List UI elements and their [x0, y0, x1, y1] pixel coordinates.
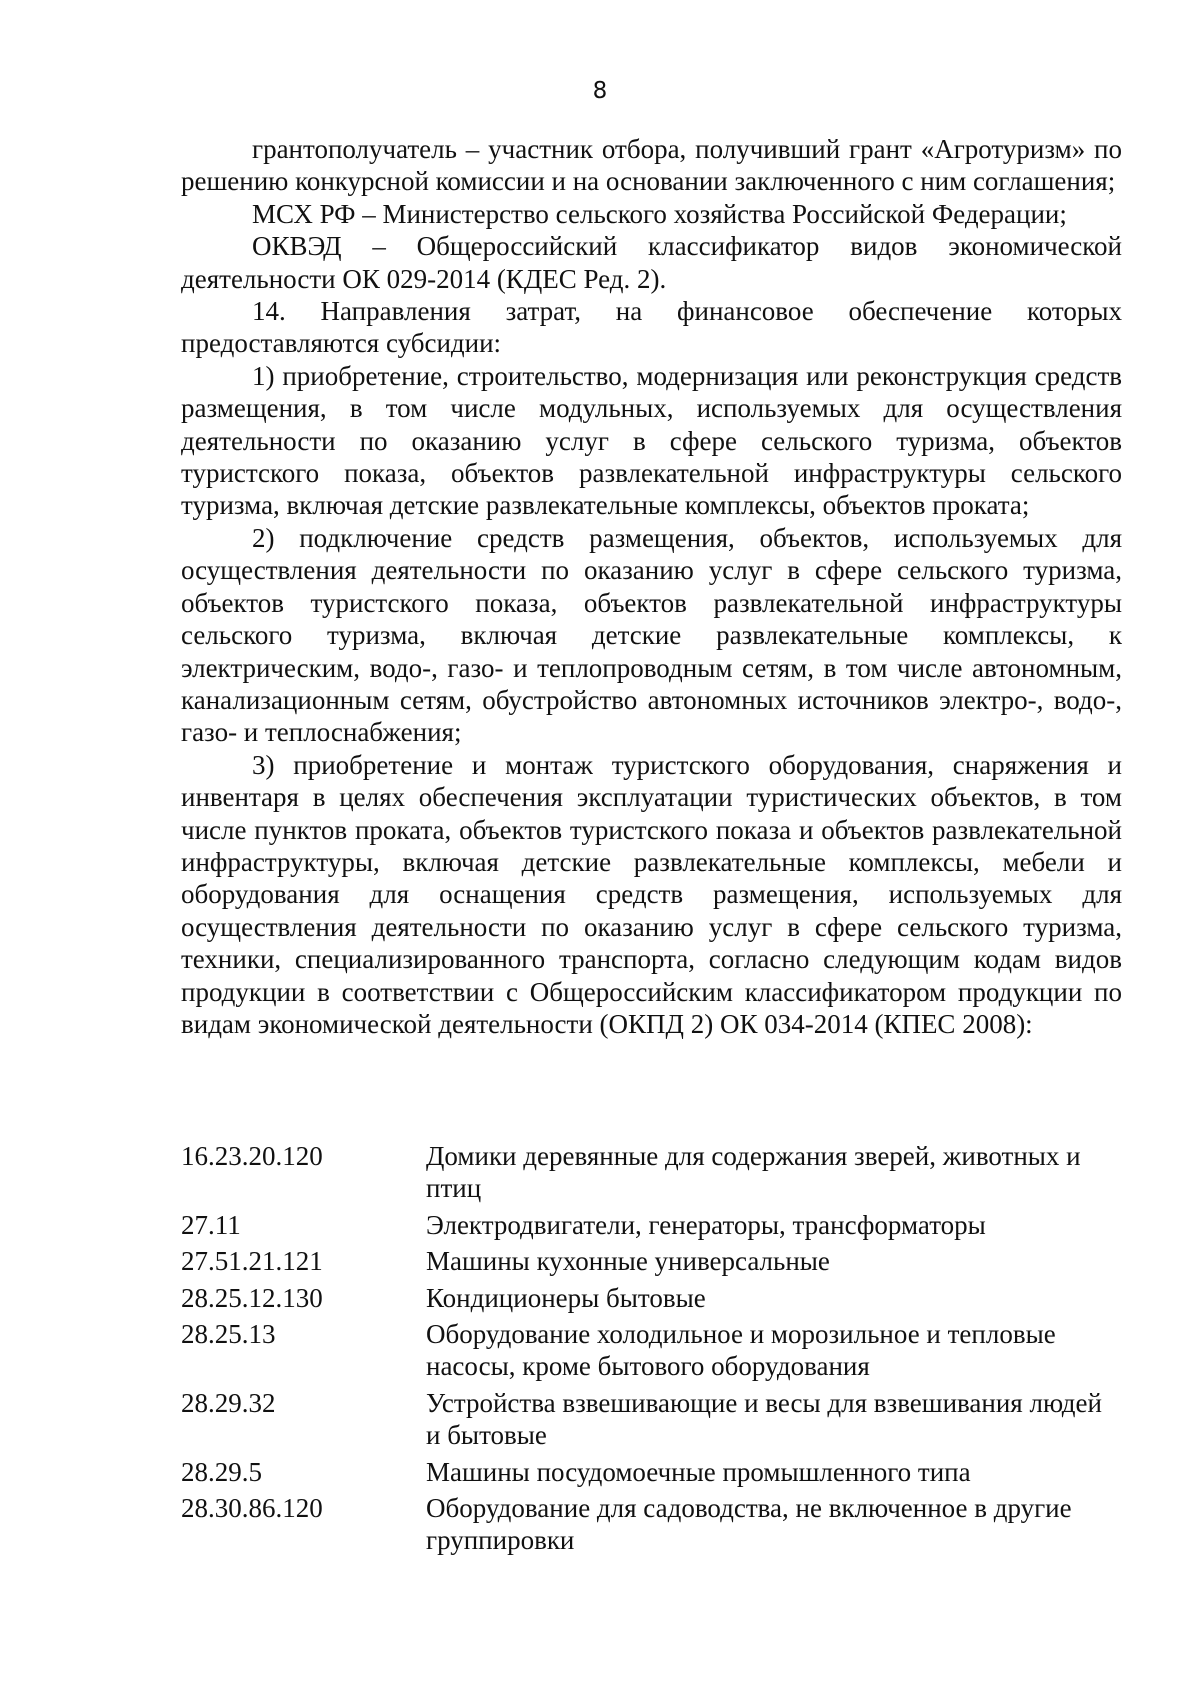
product-description: Оборудование холодильное и морозильное и тепловые насосы, кроме бытового оборудования [426, 1319, 1056, 1382]
paragraph-item-1: 1) приобретение, строительство, модернизация или реконструкция средств размещения, в том числе модульных, используемых для осуществления деятельности по оказанию услуг в сфере сельского туризма, объектов туристского показа, объектов развлекательной инфраструктуры сельского туризма, включая детские развлекательные комплексы, объектов проката; [181, 360, 1122, 521]
product-description: Машины посудомоечные промышленного типа [426, 1456, 971, 1487]
product-code: 28.29.5 [181, 1456, 262, 1487]
page-number: 8 [592, 78, 608, 104]
product-codes-list [181, 1140, 1122, 1561]
code-row [181, 1318, 1122, 1383]
product-code: 27.11 [181, 1209, 241, 1240]
code-row [181, 1209, 1122, 1241]
code-row [181, 1245, 1122, 1277]
paragraph-definition-grantee: грантополучатель – участник отбора, получивший грант «Агротуризм» по решению конкурсной комиссии и на основании заключенного с ним соглашения; [181, 134, 1122, 197]
product-description: Домики деревянные для содержания зверей, животных и птиц [426, 1141, 1081, 1204]
product-description: Оборудование для садоводства, не включенное в другие группировки [426, 1493, 1072, 1556]
paragraph-section-14: 14. Направления затрат, на финансовое обеспечение которых предоставляются субсидии: [181, 296, 1122, 359]
product-code: 28.25.13 [181, 1319, 276, 1350]
code-row [181, 1140, 1122, 1205]
paragraph-definition-okved: ОКВЭД – Общероссийский классификатор видов экономической деятельности ОК 029-2014 (КДЕС Ред. 2). [181, 231, 1122, 294]
code-row [181, 1282, 1122, 1314]
product-description: Кондиционеры бытовые [426, 1282, 706, 1313]
code-row [181, 1387, 1122, 1452]
product-code: 27.51.21.121 [181, 1246, 323, 1277]
code-row [181, 1456, 1122, 1488]
product-code: 28.29.32 [181, 1387, 276, 1418]
paragraph-item-2: 2) подключение средств размещения, объектов, используемых для осуществления деятельности по оказанию услуг в сфере сельского туризма, объектов туристского показа, объектов развлекательной инфраструктуры сельского туризма, включая детские развлекательные комплексы, к электрическим, водо-, газо- и теплопроводным сетям, в том числе автономным, канализационным сетям, обустройство автономных источников электро-, водо-, газо- и теплоснабжения; [181, 522, 1122, 748]
product-description: Устройства взвешивающие и весы для взвешивания людей и бытовые [426, 1387, 1102, 1451]
product-code: 28.25.12.130 [181, 1282, 323, 1313]
code-row [181, 1492, 1122, 1557]
product-description: Машины кухонные универсальные [426, 1246, 830, 1277]
paragraph-item-3: 3) приобретение и монтаж туристского оборудования, снаряжения и инвентаря в целях обеспечения эксплуатации туристических объектов, в том числе пунктов проката, объектов туристского показа и объектов развлекательной инфраструктуры, включая детские развлекательные комплексы, мебели и оборудования для оснащения средств размещения, используемых для осуществления деятельности по оказанию услуг в сфере сельского туризма, техники, специализированного транспорта, согласно следующим кодам видов продукции в соответствии с Общероссийским классификатором продукции по видам экономической деятельности (ОКПД 2) ОК 034-2014 (КПЕС 2008): [181, 749, 1122, 1039]
product-code: 28.30.86.120 [181, 1493, 323, 1524]
product-description: Электродвигатели, генераторы, трансформаторы [426, 1209, 986, 1240]
paragraph-definition-msh: МСХ РФ – Министерство сельского хозяйства Российской Федерации; [252, 198, 1067, 229]
product-code: 16.23.20.120 [181, 1141, 323, 1171]
body-text [181, 133, 1122, 1040]
